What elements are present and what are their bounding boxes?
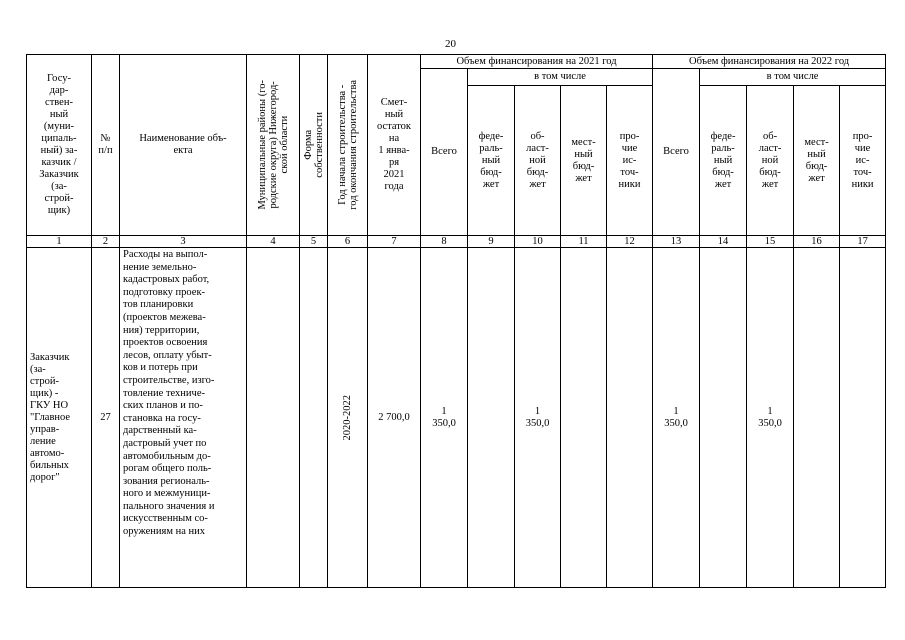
column-number: 16 [794,236,840,248]
financing-2022-header: Объем финансирования на 2022 год [653,55,886,69]
municipality-cell [247,248,300,588]
years-value: 2020-2022 [342,394,353,441]
col-estimate-header: Смет- ный остаток на 1 янва- ря 2021 года [368,55,421,236]
column-number: 10 [515,236,561,248]
ownership-cell [300,248,328,588]
federal-2022-header: федe- раль- ный бюд- жет [700,86,747,236]
header-row-1 [27,55,886,69]
column-number-row [27,236,886,248]
column-number: 6 [328,236,368,248]
regional-2021-cell: 1 350,0 [515,248,561,588]
ownership-header-text: Форма собственности [302,112,325,178]
column-number: 14 [700,236,747,248]
column-number: 3 [120,236,247,248]
including-2022-header: в том числе [700,69,886,86]
column-number: 8 [421,236,468,248]
column-number: 2 [92,236,120,248]
total-2022-cell: 1 350,0 [653,248,700,588]
federal-2021-cell [468,248,515,588]
federal-2022-cell [700,248,747,588]
column-number: 13 [653,236,700,248]
table-row [27,248,886,588]
other-2022-cell [840,248,886,588]
col-name-header: Наименование объ- екта [120,55,247,236]
local-2022-cell [794,248,840,588]
other-2022-header: про- чие ис- точ- ники [840,86,886,236]
local-2021-cell [561,248,607,588]
capital-construction-table [26,54,886,588]
total-2021-header: Всего [421,69,468,236]
other-2021-cell [607,248,653,588]
row-number-cell: 27 [92,248,120,588]
page-number: 20 [445,38,456,50]
object-name-cell: Расходы на выпол- нение земельно- кадастровых работ, подготовку проек- тов планировки (проектов межева- ния) территории, проектов освоения лесов, оплату убыт- ков и потерь при строительстве, изго- товление техниче- ских планов и по- становка на госу- дарственный ка- дастровый учет по автомобильным до- рогам общего поль- зования региональ- ного и межмуници- пального значения и искусственным со- оружениям на них [120,248,247,588]
regional-2021-header: об- ласт- ной бюд- жет [515,86,561,236]
col-ownership-header [300,55,328,236]
total-2021-cell: 1 350,0 [421,248,468,588]
local-2021-header: мест- ный бюд- жет [561,86,607,236]
federal-2021-header: федe- раль- ный бюд- жет [468,86,515,236]
estimate-balance-cell: 2 700,0 [368,248,421,588]
other-2021-header: про- чие ис- точ- ники [607,86,653,236]
column-number: 15 [747,236,794,248]
years-cell [328,248,368,588]
column-number: 17 [840,236,886,248]
col-years-header [328,55,368,236]
column-number: 4 [247,236,300,248]
col-customer-header: Госу- дар- ствен- ный (муни- ципаль- ный) за- казчик / Заказчик (за- строй- щик) [27,55,92,236]
regional-2022-header: об- ласт- ной бюд- жет [747,86,794,236]
col-municipality-header [247,55,300,236]
financing-2021-header: Объем финансирования на 2021 год [421,55,653,69]
column-number: 9 [468,236,515,248]
local-2022-header: мест- ный бюд- жет [794,86,840,236]
including-2021-header: в том числе [468,69,653,86]
municipality-header-text: Муниципальные районы (го- родские округа) Нижегород- ской области [256,80,290,210]
column-number: 7 [368,236,421,248]
column-number: 11 [561,236,607,248]
column-number: 12 [607,236,653,248]
regional-2022-cell: 1 350,0 [747,248,794,588]
years-header-text: Год начала строительства - год окончания строительства [336,80,359,210]
column-number: 5 [300,236,328,248]
col-number-header: № п/п [92,55,120,236]
customer-cell: Заказчик (за- строй- щик) - ГКУ НО "Главное управ- ление автомо- бильных дорог" [27,248,92,588]
total-2022-header: Всего [653,69,700,236]
column-number: 1 [27,236,92,248]
